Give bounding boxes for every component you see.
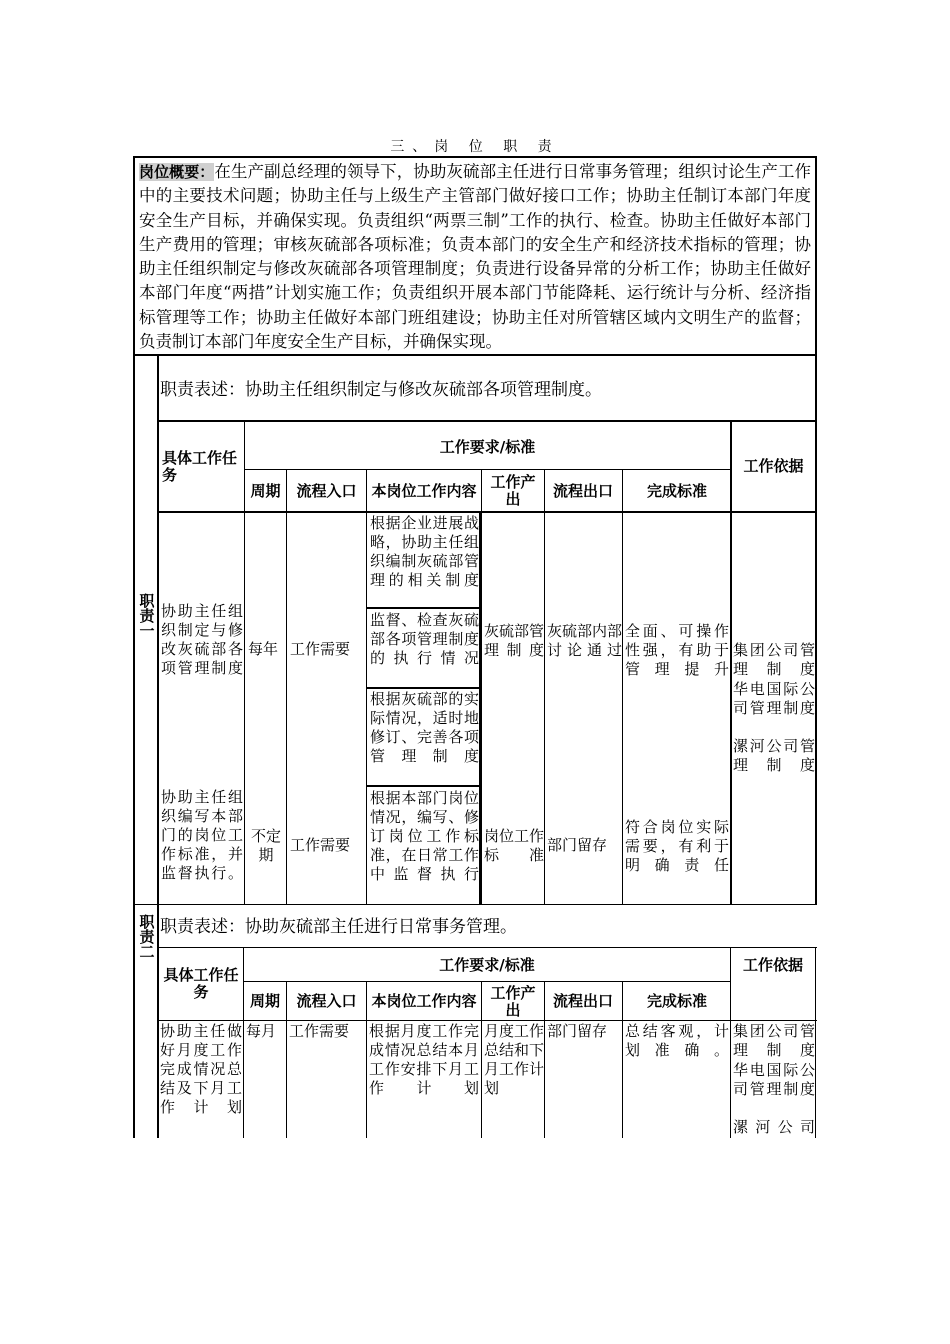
basis-item: 华电国际公司管理制度 xyxy=(733,680,815,717)
header-period: 周期 xyxy=(250,481,281,500)
header-entry: 流程入口 xyxy=(296,481,357,500)
basis-item: 集团公司管理制度 xyxy=(733,641,815,678)
header-exit: 流程出口 xyxy=(552,481,613,500)
table-cell-exit: 部门留存 xyxy=(547,1022,608,1040)
table-cell-output: 灰硫部管理制度 xyxy=(484,622,544,659)
header-output: 工作产出 xyxy=(490,983,536,1019)
header-exit: 流程出口 xyxy=(552,992,613,1010)
header-output: 工作产出 xyxy=(490,473,536,508)
basis-item: 漯河公司 xyxy=(733,1118,815,1136)
duty1-statement: 职责表述：协助主任组织制定与修改灰硫部各项管理制度。 xyxy=(160,379,602,400)
basis-item: 集团公司管理制度 xyxy=(733,1022,815,1059)
header-content: 本岗位工作内容 xyxy=(371,481,477,500)
table-cell-content: 根据灰硫部的实际情况，适时地修订、完善各项管理制度 xyxy=(370,690,479,765)
table-cell-entry: 工作需要 xyxy=(290,640,351,658)
table-cell-content: 监督、检查灰硫部各项管理制度的执行情况 xyxy=(370,611,479,667)
duty1-label: 职责一 xyxy=(137,592,156,638)
table-cell-task: 协助主任组织制定与修改灰硫部各项管理制度 xyxy=(161,602,243,677)
table-cell-period: 每年 xyxy=(248,640,279,658)
table-cell-content: 根据本部门岗位情况，编写、修订岗位工作标准，在日常工作中监督执行 xyxy=(370,789,479,883)
table-cell-output: 月度工作总结和下月工作计划 xyxy=(484,1022,544,1097)
table-cell-output: 岗位工作标准 xyxy=(484,827,544,864)
table-cell-exit: 灰硫部内部讨论通过 xyxy=(547,622,622,659)
header-standard: 完成标准 xyxy=(646,992,707,1010)
header-basis: 工作依据 xyxy=(743,456,804,475)
header-task: 具体工作任务 xyxy=(163,966,239,1001)
basis-item: 华电国际公司管理制度 xyxy=(733,1061,815,1098)
table-cell-period: 每月 xyxy=(246,1022,277,1040)
table-cell-content: 根据月度工作完成情况总结本月工作安排下月工作计划 xyxy=(369,1022,479,1097)
table-cell-exit: 部门留存 xyxy=(547,836,608,854)
basis-item: 漯河公司管理制度 xyxy=(733,737,815,774)
table-cell-task: 协助主任组织编写本部门的岗位工作标准，并监督执行。 xyxy=(161,788,243,882)
table-cell-period: 不定期 xyxy=(250,827,281,864)
header-basis: 工作依据 xyxy=(742,955,803,974)
table-cell-standard: 总结客观，计划准确。 xyxy=(625,1022,729,1059)
header-requirements: 工作要求/标准 xyxy=(439,437,536,456)
section-title: 三、岗 位 职 责 xyxy=(390,139,560,155)
table-cell-entry: 工作需要 xyxy=(289,1022,350,1040)
table-cell-entry: 工作需要 xyxy=(290,836,351,854)
header-period: 周期 xyxy=(249,992,280,1010)
header-requirements: 工作要求/标准 xyxy=(439,955,535,974)
table-cell-content: 根据企业进展战略，协助主任组织编制灰硫部管理的相关制度 xyxy=(370,514,479,589)
summary-label: 岗位概要： xyxy=(139,163,215,181)
header-content: 本岗位工作内容 xyxy=(371,992,477,1010)
job-summary xyxy=(133,156,817,356)
header-standard: 完成标准 xyxy=(646,481,707,500)
duty2-statement: 职责表述：协助灰硫部主任进行日常事务管理。 xyxy=(160,916,517,937)
header-task: 具体工作任务 xyxy=(162,449,238,484)
table-cell-standard: 符合岗位实际需要，有利于明确责任 xyxy=(625,818,729,874)
duty2-label: 职责二 xyxy=(137,913,156,959)
table-cell-task: 协助主任做好月度工作完成情况总结及下月工作计划 xyxy=(160,1022,242,1116)
header-entry: 流程入口 xyxy=(296,992,357,1010)
summary-text: 在生产副总经理的领导下，协助灰硫部主任进行日常事务管理；组织讨论生产工作中的主要技术问题；协助主任与上级生产主管部门做好接口工作；协助主任制订本部门年度安全生产目标，并确保实现。负责组织“两票三制”工作的执行、检查。协助主任做好本部门生产费用的管理；审核灰硫部各项标准；负责本部门的安全生产和经济技术指标的管理；协助主任组织制定与修改灰硫部各项管理制度；负责进行设备异常的分析工作；协助主任做好本部门年度“两措”计划实施工作；负责组织开展本部门节能降耗、运行统计与分析、经济指标管理等工作；协助主任做好本部门班组建设；协助主任对所管辖区域内文明生产的监督；负责制订本部门年度安全生产目标，并确保实现。 xyxy=(139,162,811,352)
table-cell-standard: 全面、可操作性强，有助于管理提升 xyxy=(625,622,729,678)
